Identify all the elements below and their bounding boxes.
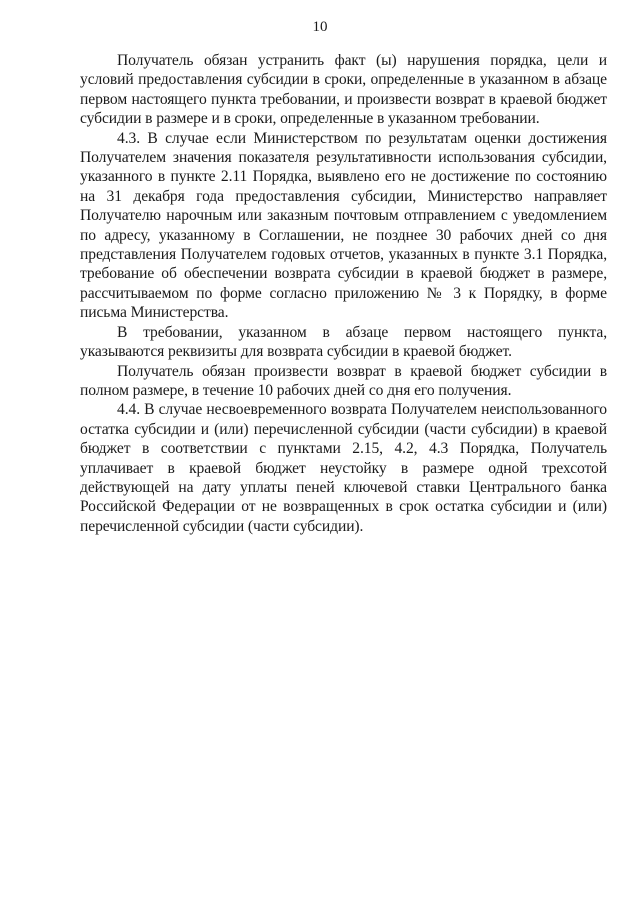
page-number: 10 [312,19,328,35]
paragraph-return-deadline: Получатель обязан произвести возврат в краевой бюджет субсидии в полном размере, в течение 10 рабочих дней со дня его получения. [80,362,607,399]
document-body [80,51,607,536]
paragraph-4-3: 4.3. В случае если Министерством по результатам оценки достижения Получателем значения показателя результативности использования субсидии, указанного в пункте 2.11 Порядка, выявлено его не достижение по состоянию на 31 декабря года предоставления субсидии, Министерство направляет Получателю нарочным или заказным почтовым отправлением с уведомлением по адресу, указанному в Соглашении, не позднее 30 рабочих дней со дня представления Получателем годовых отчетов, указанных в пункте 3.1 Порядка, требование об обеспечении возврата субсидии в краевой бюджет в размере, рассчитываемом по форме согласно приложению № 3 к Порядку, в форме письма Министерства. [80,129,607,322]
paragraph-recipient-obligation: Получатель обязан устранить факт (ы) нарушения порядка, цели и условий предоставления субсидии в сроки, определенные в указанном в абзаце первом настоящего пункта требовании, и произвести возврат в краевой бюджет субсидии в размере и в сроки, определенные в указанном требовании. [80,52,607,128]
paragraph-requisites: В требовании, указанном в абзаце первом настоящего пункта, указываются реквизиты для возврата субсидии в краевой бюджет. [80,323,607,361]
paragraph-4-4: 4.4. В случае несвоевременного возврата Получателем неиспользованного остатка субсидии и (или) перечисленной субсидии (части субсидии) в краевой бюджет в соответствии с пунктами 2.15, 4.2, 4.3 Порядка, Получатель уплачивает в краевой бюджет неустойку в размере одной трехсотой действующей на дату уплаты пеней ключевой ставки Центрального банка Российской Федерации от не возвращенных в срок остатка субсидии и (или) перечисленной субсидии (части субсидии). [80,401,607,535]
